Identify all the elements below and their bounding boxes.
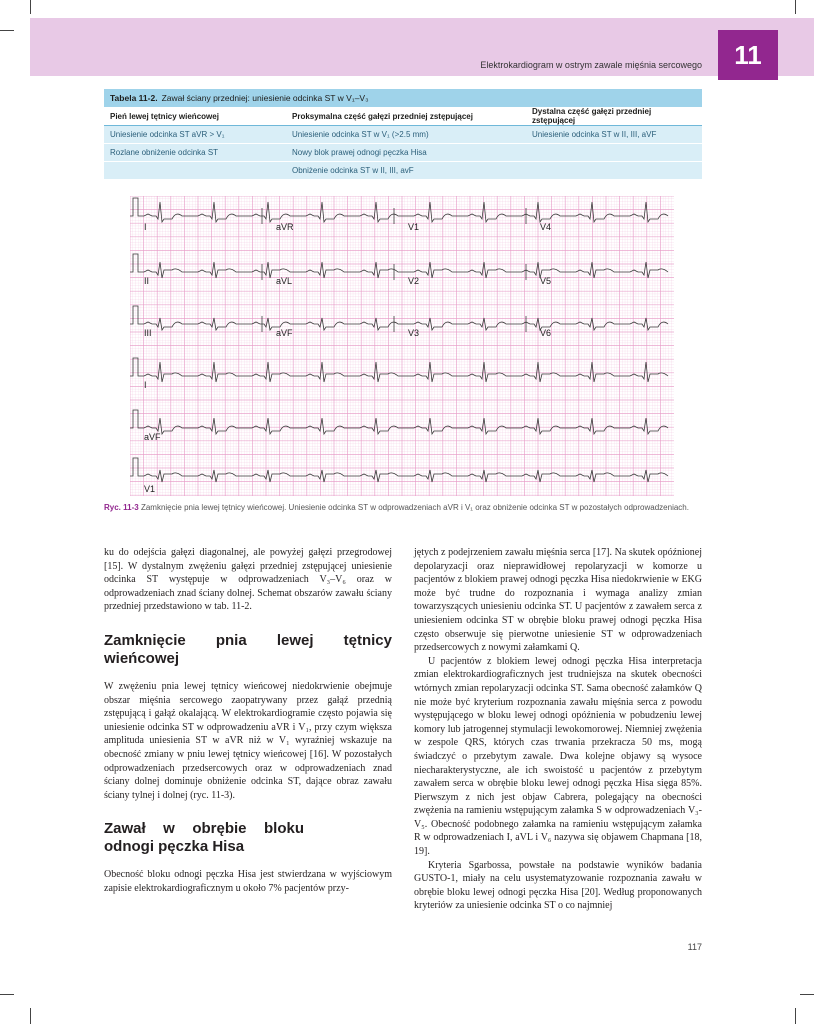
figure-label: Ryc. 11-3 [104, 503, 139, 512]
figure-caption [104, 502, 704, 513]
table-cell: Uniesienie odcinka ST w V₁ (>2.5 mm) [286, 126, 526, 144]
table-row [104, 162, 702, 180]
ecg-lead-label: V1 [408, 222, 420, 232]
crop-mark [0, 994, 14, 995]
section-heading: Zamknięcie pnia lewej tętnicy wieńcowej [104, 631, 392, 667]
crop-mark [30, 0, 31, 14]
table-cell [526, 144, 702, 162]
crop-mark [795, 0, 796, 14]
ecg-trace [130, 458, 668, 482]
paragraph: Obecność bloku odnogi pęczka Hisa jest stwierdzana w wyjściowym zapisie elektrokardiograficznym u około 7% pacjentów przy- [104, 869, 392, 894]
table-cell [104, 162, 286, 180]
ecg-lead-label: aVF [144, 432, 161, 442]
crop-mark [800, 994, 814, 995]
table-cell: Rozlane obniżenie odcinka ST [104, 144, 286, 162]
table-cell: Nowy blok prawej odnogi pęczka Hisa [286, 144, 526, 162]
paragraph: jętych z podejrzeniem zawału mięśnia serca [17]. Na skutek opóźnionej depolaryzacji oraz nieprawidłowej repolaryzacji w komorze u pacjentów z blokiem prawej odnogi pęczka Hisa niedokrwienie w EKG może być trudne do rozpoznania i wymaga analizy zmian towarzyszących uniesieniu odcinka ST. U pacjentów z zawałem serca z uniesieniem odcinka ST w obrębie bloku prawej odnogi pęczka Hisa często obserwuje się pierwotne uniesienie ST w odprowadzeniach przedsercowych z nowymi załamkami Q. [414, 547, 702, 654]
ecg-lead-label: I [144, 222, 147, 232]
table-header-cell: Pień lewej tętnicy wieńcowej [104, 107, 286, 126]
ecg-figure [130, 196, 674, 496]
page-number: 117 [687, 942, 702, 952]
paragraph: U pacjentów z blokiem lewej odnogi pęczka Hisa interpretacja zmian elektrokardiograficznych jest trudniejsza na skutek obecności wtórnych zmian repolaryzacji odcinka ST. Sama obecność załamków Q nie może być kryterium rozpoznania zawału mięśnia serca z powodu występującego w bloku lewej odnogi opóźnienia w pobudzeniu lewej komory lub jatrogennej stymulacji lewokomorowej. Niemniej zwężenia w zespole QRS, których czas trwania przekracza 50 ms, mogą świadczyć o przebytym zawale. Dwa kolejne objawy są wysoce niecharakterystyczne, ale ich swoistość u pacjentów z przebytym zawałem serca w obrębie bloku lewej odnogi pęczka Hisa sięga 85%. Pierwszym z nich jest objaw Cabrera, polegający na obecności zwężenia na ramieniu wstępującym załamka S w odprowadzeniach V₃-V₅. Obecność podobnego załamka na ramieniu wstępującym załamka R w odprowadzeniach I, aVL i V₆ nazywa się objawem Chapmana [18, 19]. [414, 655, 702, 858]
table-header-cell: Proksymalna część gałęzi przedniej zstępującej [286, 107, 526, 126]
crop-mark [795, 1008, 796, 1024]
crop-mark [0, 30, 14, 31]
table-cell [526, 162, 702, 180]
table-label: Tabela 11-2. [110, 93, 158, 103]
table-body [104, 107, 702, 180]
ecg-lead-label: V2 [408, 276, 420, 286]
ecg-lead-label: I [144, 380, 147, 390]
table-cell: Obniżenie odcinka ST w II, III, avF [286, 162, 526, 180]
figure-caption-text: Zamknięcie pnia lewej tętnicy wieńcowej. Uniesienie odcinka ST w odprowadzeniach aVR i V₁ oraz obniżenie odcinka ST w pozostałych odprowadzeniach. [140, 503, 689, 512]
ecg-lead-label: aVR [276, 222, 294, 232]
ecg-lead-label: III [144, 328, 152, 338]
table-row [104, 144, 702, 162]
table-cell: Uniesienie odcinka ST w II, III, aVF [526, 126, 702, 144]
table-header-cell: Dystalna część gałęzi przedniej zstępującej [526, 107, 702, 126]
ecg-lead-label: aVF [276, 328, 293, 338]
right-column [414, 546, 702, 913]
ecg-trace [130, 198, 668, 222]
paragraph: W zwężeniu pnia lewej tętnicy wieńcowej niedokrwienie obejmuje obszar mięśnia sercowego zaopatrywany przez gałąź przednią zstępującą i gałąź okalającą. W elektrokardiogramie często pojawia się uniesienie odcinka ST w odprowadzeniu aVR i V₁, przy czym większa amplituda uniesienia ST w aVR niż w V₁ wyraźniej wskazuje na obecność zmiany w pniu lewej tętnicy wieńcowej [16]. W pozostałych odprowadzeniach przedsercowych oraz w odprowadzeniach znad ściany dolnej dominuje obniżenie odcinka ST, dające obraz zawału ściany tylnej i dolnej (ryc. 11-3). [104, 680, 392, 801]
paragraph: ku do odejścia gałęzi diagonalnej, ale powyżej gałęzi przegrodowej [15]. W dystalnym zwężeniu gałęzi przedniej zstępującej uniesienie odcinka ST występuje w odprowadzeniach V₃–V₆ oraz w odprowadzeniach znad ściany dolnej. Schemat obszarów zawału ściany przedniej przedstawiono w tab. 11-2. [104, 547, 392, 613]
table-title: Zawał ściany przedniej: uniesienie odcinka ST w V₁–V₃ [161, 93, 369, 103]
ecg-lead-label: V1 [144, 484, 156, 494]
ecg-lead-label: V5 [540, 276, 552, 286]
ecg-trace [130, 254, 668, 278]
running-head: Elektrokardiogram w ostrym zawale mięśnia sercowego [480, 60, 702, 70]
ecg-lead-label: II [144, 276, 150, 286]
ecg-lead-label: aVL [276, 276, 293, 286]
table-caption [104, 89, 702, 107]
ecg-grid [130, 196, 674, 496]
ecg-trace [130, 306, 668, 330]
table-cell: Uniesienie odcinka ST aVR > V₁ [104, 126, 286, 144]
left-column [104, 546, 392, 896]
chapter-number-badge: 11 [718, 30, 778, 80]
ecg-lead-label: V4 [540, 222, 552, 232]
table-header-row [104, 107, 702, 126]
table-11-2 [104, 89, 702, 180]
table-row [104, 126, 702, 144]
section-heading: Zawał w obrębie bloku odnogi pęczka Hisa [104, 820, 304, 856]
ecg-lead-label: V3 [408, 328, 420, 338]
crop-mark [30, 1008, 31, 1024]
ecg-lead-label: V6 [540, 328, 552, 338]
paragraph: Kryteria Sgarbossa, powstałe na podstawie wyników badania GUSTO-1, miały na celu usystematyzowanie rozpoznania zawału w obrębie bloku lewej odnogi pęczka Hisa [20]. Według proponowanych kryteriów za uniesienie odcinka ST o co najmniej [414, 859, 702, 912]
